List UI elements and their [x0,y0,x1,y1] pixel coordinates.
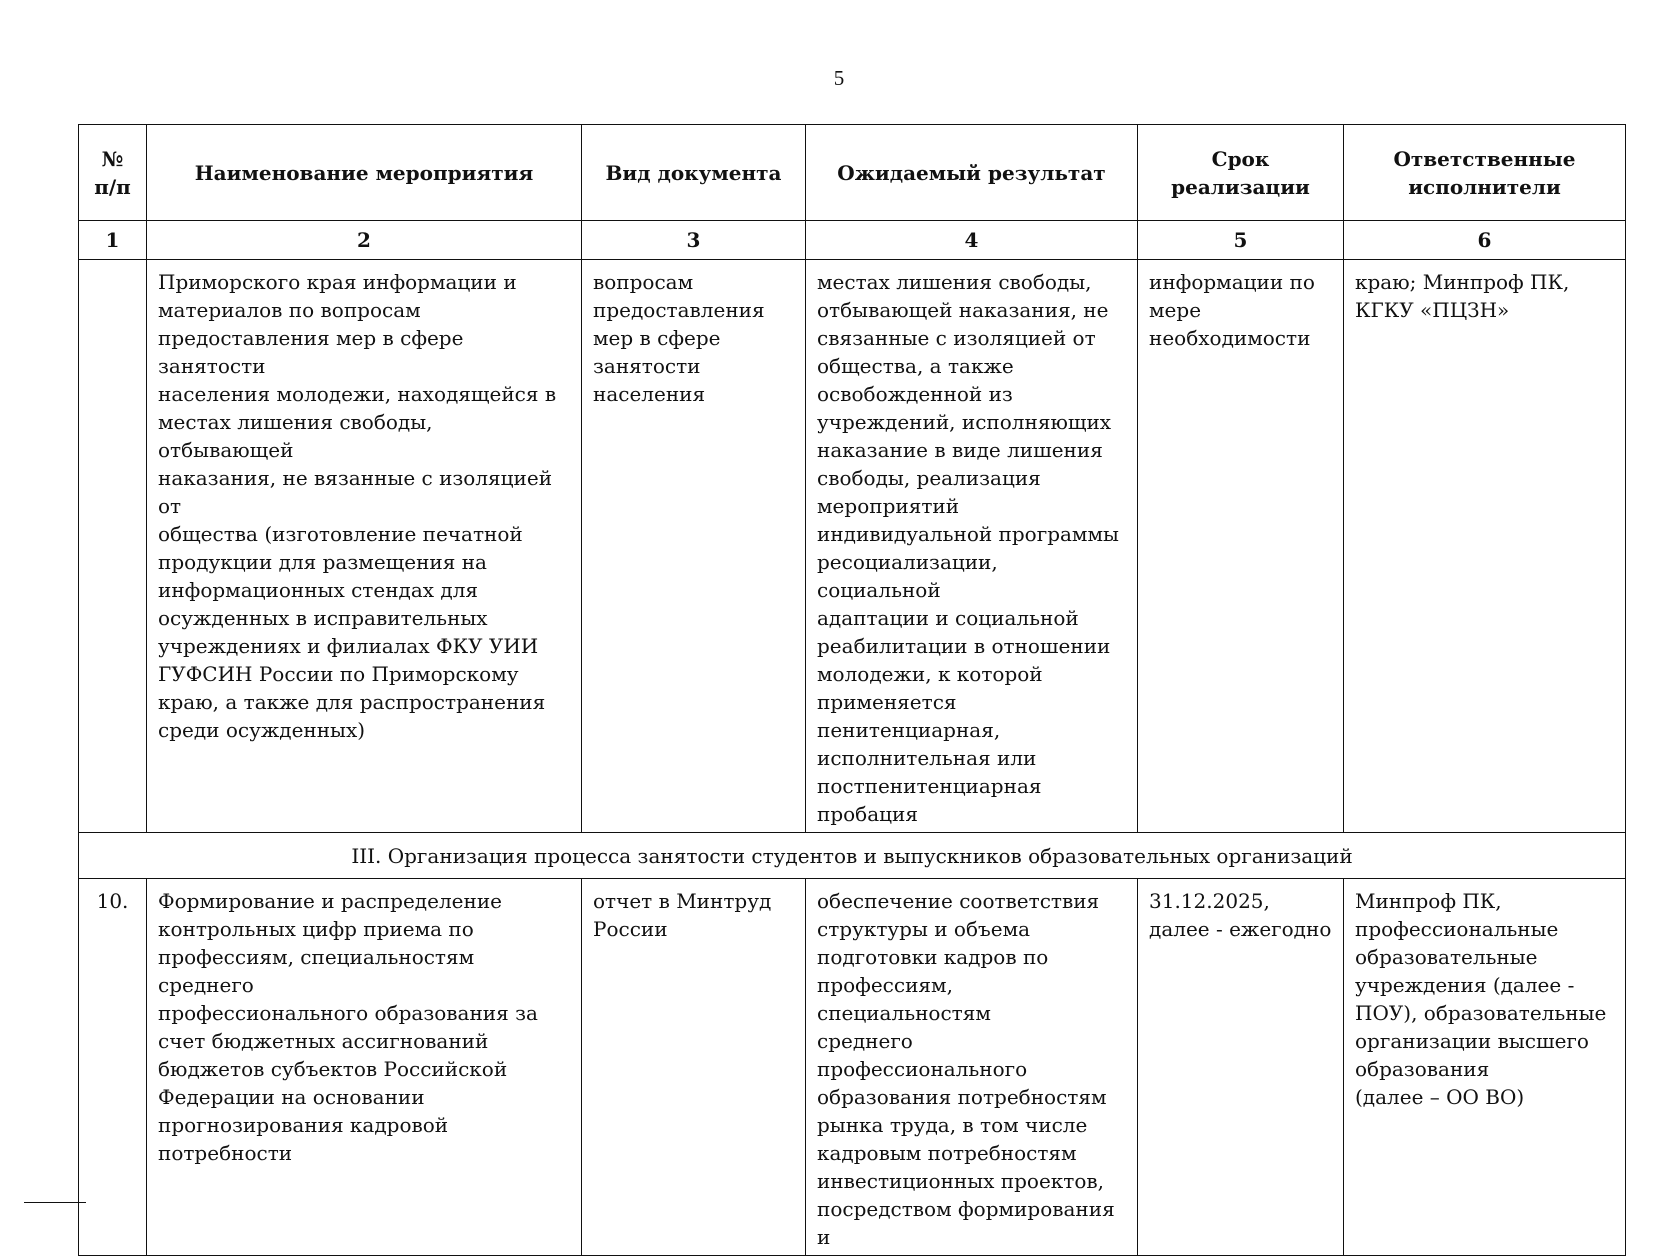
header-result: Ожидаемый результат [806,125,1138,221]
column-number: 1 [79,221,147,260]
column-number-row [79,221,1626,260]
column-number: 3 [582,221,806,260]
header-deadline: Срок реализации [1138,125,1344,221]
header-executors: Ответственные исполнители [1344,125,1626,221]
cell-executors: Минпроф ПК, профессиональные образовательные учреждения (далее - ПОУ), образовательные организации высшего образования (далее – ОО ВО) [1344,879,1626,1256]
cell-executors: краю; Минпроф ПК, КГКУ «ПЦЗН» [1344,260,1626,833]
footnote-rule [24,1202,86,1203]
column-number: 6 [1344,221,1626,260]
action-plan-table [78,124,1626,1256]
section-title: III. Организация процесса занятости студентов и выпускников образовательных организаций [79,833,1626,879]
cell-num: 10. [79,879,147,1256]
table-row [79,879,1626,1256]
header-num: № п/п [79,125,147,221]
cell-result: обеспечение соответствия структуры и объема подготовки кадров по профессиям, специальностям среднего профессионального образования потребностям рынка труда, в том числе кадровым потребностям инвестиционных проектов, посредством формирования и [806,879,1138,1256]
cell-doc-type: вопросам предоставления мер в сфере занятости населения [582,260,806,833]
cell-deadline: 31.12.2025, далее - ежегодно [1138,879,1344,1256]
cell-num [79,260,147,833]
column-number: 4 [806,221,1138,260]
cell-name: Формирование и распределение контрольных цифр приема по профессиям, специальностям среднего профессионального образования за счет бюджетных ассигнований бюджетов субъектов Российской Федерации на основании прогнозирования кадровой потребности [147,879,582,1256]
header-doc-type: Вид документа [582,125,806,221]
table-header-row [79,125,1626,221]
column-number: 5 [1138,221,1344,260]
cell-doc-type: отчет в Минтруд России [582,879,806,1256]
column-number: 2 [147,221,582,260]
cell-result: местах лишения свободы, отбывающей наказания, не связанные с изоляцией от общества, а также освобожденной из учреждений, исполняющих наказание в виде лишения свободы, реализация мероприятий индивидуальной программы ресоциализации, социальной адаптации и социальной реабилитации в отношении молодежи, к которой применяется пенитенциарная, исполнительная или постпенитенциарная пробация [806,260,1138,833]
table-row [79,260,1626,833]
header-name: Наименование мероприятия [147,125,582,221]
cell-name: Приморского края информации и материалов по вопросам предоставления мер в сфере занятости населения молодежи, находящейся в местах лишения свободы, отбывающей наказания, не вязанные с изоляцией от общества (изготовление печатной продукции для размещения на информационных стендах для осужденных в исправительных учреждениях и филиалах ФКУ УИИ ГУФСИН России по Приморскому краю, а также для распространения среди осужденных) [147,260,582,833]
cell-deadline: информации по мере необходимости [1138,260,1344,833]
section-header-row [79,833,1626,879]
page-number: 5 [833,66,845,90]
